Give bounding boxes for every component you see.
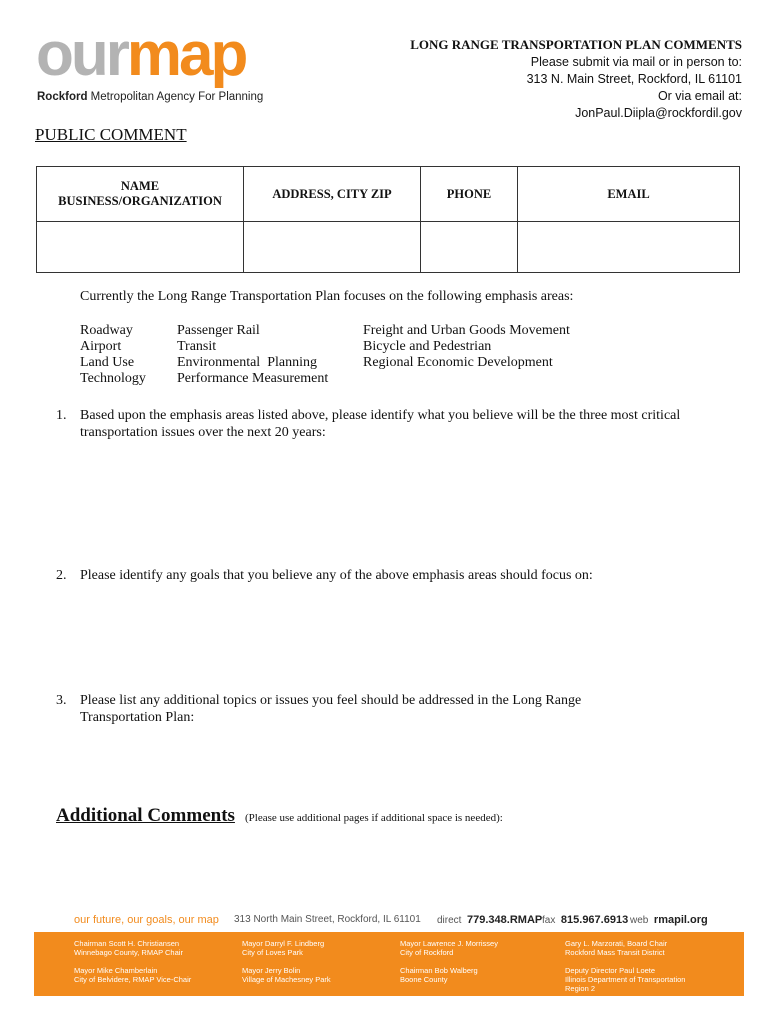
- email-field[interactable]: [518, 222, 740, 273]
- official-8: [565, 966, 685, 993]
- footer-direct: [437, 914, 542, 926]
- section-title-additional-comments: Additional Comments: [56, 805, 235, 826]
- submit-instruction: Please submit via mail or in person to:: [530, 55, 742, 69]
- footer-fax: [542, 914, 628, 926]
- list-item: Land Use: [80, 355, 135, 370]
- address-field[interactable]: [244, 222, 421, 273]
- fax-number: 815.967.6913: [560, 914, 629, 926]
- official-name: Deputy Director Paul Loete: [565, 966, 656, 975]
- emphasis-col-2: [177, 323, 328, 387]
- question-2-text: Please identify any goals that you believe any of the above emphasis areas should focus on:: [80, 568, 593, 583]
- official-title: Village of Machesney Park: [242, 975, 331, 984]
- list-item: Roadway: [80, 323, 133, 338]
- submit-email[interactable]: JonPaul.Diipla@rockfordil.gov: [575, 106, 742, 120]
- official-5: [74, 966, 191, 984]
- logo-our: our: [36, 20, 127, 89]
- official-6: [242, 966, 331, 984]
- question-1-number: 1.: [56, 408, 67, 423]
- list-item: Bicycle and Pedestrian: [363, 339, 492, 354]
- col-header-email: EMAIL: [518, 167, 740, 222]
- list-item: Passenger Rail: [177, 323, 260, 338]
- list-item: Transit: [177, 339, 217, 354]
- official-7: [400, 966, 478, 984]
- question-3-text: Please list any additional topics or issues you feel should be addressed in the Long Range Transportation Plan:: [80, 693, 582, 725]
- list-item: Environmental Planning: [177, 355, 317, 370]
- col-header-address: ADDRESS, CITY ZIP: [244, 167, 421, 222]
- official-name: Mayor Mike Chamberlain: [74, 966, 158, 975]
- list-item: Performance Measurement: [177, 371, 329, 386]
- additional-comments-area[interactable]: [56, 835, 740, 905]
- answer-1-area[interactable]: [80, 445, 740, 555]
- footer-web: [630, 914, 708, 926]
- official-name: Mayor Lawrence J. Morrissey: [400, 939, 498, 948]
- section-title-public-comment: PUBLIC COMMENT: [35, 125, 187, 144]
- emphasis-col-3: [363, 323, 570, 371]
- contact-info-table: [36, 166, 740, 273]
- web-label: web: [630, 915, 649, 926]
- col-header-phone: PHONE: [421, 167, 518, 222]
- official-region: Region 2: [565, 984, 596, 993]
- question-3-number: 3.: [56, 693, 67, 708]
- official-name: Gary L. Marzorati, Board Chair: [565, 939, 668, 948]
- logo-map: map: [126, 20, 246, 89]
- col-header-name: NAME BUSINESS/ORGANIZATION: [37, 167, 244, 222]
- official-title: City of Rockford: [400, 948, 454, 957]
- answer-2-area[interactable]: [80, 588, 740, 683]
- official-2: [242, 939, 324, 957]
- official-title: Illinois Department of Transportation: [565, 975, 686, 984]
- official-4: [565, 939, 667, 957]
- web-link[interactable]: rmapil.org: [653, 914, 708, 926]
- official-name: Mayor Darryl F. Lindberg: [242, 939, 325, 948]
- footer-address: 313 North Main Street, Rockford, IL 61101: [234, 914, 421, 925]
- logo: [36, 20, 246, 89]
- direct-label: direct: [437, 915, 462, 926]
- list-item: Technology: [80, 371, 146, 386]
- list-item: Airport: [80, 339, 122, 354]
- logo-subtitle-rest: Metropolitan Agency For Planning: [87, 91, 264, 103]
- official-name: Chairman Bob Walberg: [400, 966, 478, 975]
- direct-phone[interactable]: 779.348.RMAP: [467, 914, 543, 926]
- official-3: [400, 939, 498, 957]
- emphasis-col-1: [80, 323, 146, 387]
- official-title: City of Belvidere, RMAP Vice-Chair: [74, 975, 192, 984]
- official-title: Rockford Mass Transit District: [565, 948, 665, 957]
- logo-subtitle: [37, 91, 263, 103]
- question-1-text: Based upon the emphasis areas listed above, please identify what you believe will be the three most critical transportation issues over the next 20 years:: [80, 408, 681, 440]
- footer-tagline: our future, our goals, our map: [74, 914, 219, 926]
- official-1: [74, 939, 183, 957]
- official-title: Boone County: [400, 975, 448, 984]
- list-item: Regional Economic Development: [363, 355, 553, 370]
- phone-field[interactable]: [421, 222, 518, 273]
- logo-subtitle-bold: Rockford: [37, 91, 88, 103]
- form-title: LONG RANGE TRANSPORTATION PLAN COMMENTS: [410, 37, 742, 52]
- fax-label: fax: [542, 915, 556, 926]
- official-title: City of Loves Park: [242, 948, 303, 957]
- email-instruction: Or via email at:: [657, 89, 742, 103]
- official-name: Mayor Jerry Bolin: [242, 966, 301, 975]
- answer-3-area[interactable]: [80, 730, 740, 800]
- official-title: Winnebago County, RMAP Chair: [74, 948, 183, 957]
- emphasis-intro: Currently the Long Range Transportation Plan focuses on the following emphasis areas:: [80, 289, 574, 304]
- question-2-number: 2.: [56, 568, 67, 583]
- official-name: Chairman Scott H. Christiansen: [74, 939, 180, 948]
- additional-comments-note: (Please use additional pages if additional space is needed):: [245, 812, 503, 824]
- list-item: Freight and Urban Goods Movement: [363, 323, 570, 338]
- mailing-address: 313 N. Main Street, Rockford, IL 61101: [526, 72, 742, 86]
- name-field[interactable]: [37, 222, 244, 273]
